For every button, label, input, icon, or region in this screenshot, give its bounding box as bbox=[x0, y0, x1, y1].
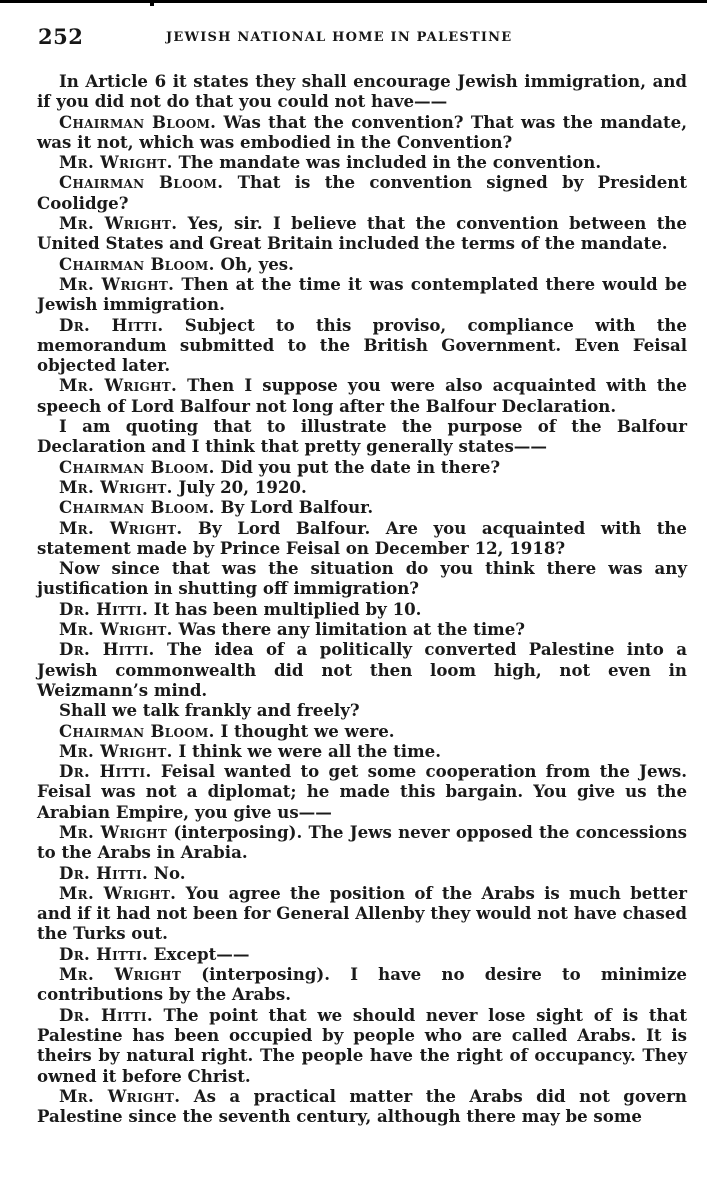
paragraph-text: I think we were all the time. bbox=[172, 740, 442, 761]
paragraph-text: In Article 6 it states they shall encourage Jewish immigration, and if you did not do that you could not have—— bbox=[37, 71, 687, 112]
paragraph bbox=[37, 1086, 687, 1127]
paragraph bbox=[37, 416, 687, 457]
speaker-name: Chairman Bloom. bbox=[59, 111, 217, 132]
paragraph bbox=[37, 375, 687, 416]
speaker-name: Mr. Wright bbox=[59, 821, 168, 842]
paragraph bbox=[37, 883, 687, 944]
paragraph-text: As a practical matter the Arabs did not govern Palestine since the seventh century, although there may be some bbox=[37, 1085, 687, 1127]
paragraph bbox=[37, 112, 687, 153]
paragraph bbox=[37, 315, 687, 376]
page-number: 252 bbox=[38, 24, 84, 49]
paragraph-text: Yes, sir. I believe that the convention between the United States and Great Britain included the terms of the mandate. bbox=[37, 213, 687, 254]
speaker-name: Dr. Hitti. bbox=[59, 598, 149, 619]
paragraph-text: Subject to this proviso, compliance with the memorandum submitted to the British Government. Even Feisal objected later. bbox=[37, 314, 687, 376]
paragraph bbox=[37, 152, 687, 172]
paragraph-text: Was there any limitation at the time? bbox=[172, 619, 525, 640]
paragraph bbox=[37, 599, 687, 619]
paragraph bbox=[37, 964, 687, 1005]
paragraph-text: Then at the time it was contemplated there would be Jewish immigration. bbox=[37, 273, 687, 315]
paragraph-text: Feisal wanted to get some cooperation from the Jews. Feisal was not a diplomat; he made this bargain. You give us the Arabian Empire, you give us—— bbox=[37, 761, 687, 822]
paragraph-text: The point that we should never lose sight of is that Palestine has been occupied by people who are called Arabs. It is theirs by natural right. The people have the right of occupancy. They owned it before Christ. bbox=[37, 1004, 687, 1086]
speaker-name: Mr. Wright. bbox=[59, 517, 183, 538]
paragraph-text: (interposing). I have no desire to minimize contributions by the Arabs. bbox=[37, 964, 687, 1005]
paragraph-text: Shall we talk frankly and freely? bbox=[59, 700, 360, 721]
speaker-name: Mr. Wright. bbox=[59, 476, 173, 497]
paragraph-text: You agree the position of the Arabs is much better and if it had not been for General Allenby they would not have chased the Turks out. bbox=[37, 882, 687, 944]
paragraph-text: I thought we were. bbox=[214, 720, 395, 741]
paragraph-text: It has been multiplied by 10. bbox=[148, 598, 422, 619]
paragraph-text: July 20, 1920. bbox=[172, 476, 307, 497]
speaker-name: Chairman Bloom. bbox=[59, 456, 215, 477]
speaker-name: Dr. Hitti. bbox=[59, 761, 152, 782]
paragraph-text: Except—— bbox=[148, 943, 250, 964]
paragraph bbox=[37, 518, 687, 559]
paragraph bbox=[37, 619, 687, 639]
speaker-name: Dr. Hitti. bbox=[59, 639, 155, 660]
paragraph-text: I am quoting that to illustrate the purpose of the Balfour Declaration and I think that pretty generally states—— bbox=[37, 416, 687, 457]
paragraph-text: The mandate was included in the convention. bbox=[172, 152, 602, 173]
paragraph-text: (interposing). The Jews never opposed the concessions to the Arabs in Arabia. bbox=[37, 821, 687, 863]
paragraph-text: No. bbox=[148, 862, 186, 883]
speaker-name: Mr. Wright. bbox=[59, 213, 178, 234]
paragraph-text: By Lord Balfour. Are you acquainted with the statement made by Prince Feisal on December 12, 1918? bbox=[37, 517, 687, 558]
speaker-name: Mr. Wright. bbox=[59, 740, 173, 761]
paragraph bbox=[37, 944, 687, 964]
speaker-name: Dr. Hitti. bbox=[59, 1004, 153, 1025]
paragraph bbox=[37, 457, 687, 477]
speaker-name: Chairman Bloom. bbox=[59, 172, 224, 193]
paragraph bbox=[37, 1005, 687, 1086]
paragraph-text: That is the convention signed by President Coolidge? bbox=[37, 172, 687, 213]
paragraph-text: Oh, yes. bbox=[214, 253, 294, 274]
top-rule-tick bbox=[150, 0, 154, 6]
speaker-name: Mr. Wright. bbox=[59, 619, 173, 640]
paragraph bbox=[37, 741, 687, 761]
paragraph bbox=[37, 558, 687, 599]
speaker-name: Mr. Wright. bbox=[59, 375, 178, 396]
speaker-name: Mr. Wright. bbox=[59, 882, 177, 903]
paragraph bbox=[37, 172, 687, 213]
paragraph-text: Was that the convention? That was the mandate, was it not, which was embodied in the Convention? bbox=[37, 111, 687, 152]
paragraph bbox=[37, 477, 687, 497]
speaker-name: Mr. Wright. bbox=[59, 152, 173, 173]
running-head: JEWISH NATIONAL HOME IN PALESTINE bbox=[166, 30, 513, 45]
paragraph bbox=[37, 497, 687, 517]
speaker-name: Mr. Wright. bbox=[59, 1085, 181, 1106]
paragraph bbox=[37, 700, 687, 720]
paragraph-text: By Lord Balfour. bbox=[214, 497, 374, 518]
transcript-body bbox=[37, 71, 687, 1126]
paragraph bbox=[37, 721, 687, 741]
speaker-name: Chairman Bloom. bbox=[59, 497, 215, 518]
paragraph-text: Now since that was the situation do you think there was any justification in shutting off immigration? bbox=[37, 558, 687, 599]
paragraph-text: Did you put the date in there? bbox=[214, 456, 501, 477]
paragraph bbox=[37, 639, 687, 700]
page-header bbox=[38, 24, 688, 54]
speaker-name: Chairman Bloom. bbox=[59, 253, 215, 274]
speaker-name: Dr. Hitti. bbox=[59, 943, 149, 964]
speaker-name: Mr. Wright. bbox=[59, 273, 175, 294]
paragraph-text: Then I suppose you were also acquainted with the speech of Lord Balfour not long after the Balfour Declaration. bbox=[37, 375, 687, 416]
paragraph-text: The idea of a politically converted Palestine into a Jewish commonwealth did not then loom high, not even in Weizmann’s mind. bbox=[37, 639, 688, 700]
top-rule bbox=[0, 0, 707, 3]
speaker-name: Dr. Hitti. bbox=[59, 862, 149, 883]
speaker-name: Chairman Bloom. bbox=[59, 720, 215, 741]
paragraph bbox=[37, 863, 687, 883]
speaker-name: Dr. Hitti. bbox=[59, 314, 164, 335]
paragraph bbox=[37, 274, 687, 315]
speaker-name: Mr. Wright bbox=[59, 964, 182, 985]
paragraph bbox=[37, 254, 687, 274]
paragraph bbox=[37, 213, 687, 254]
paragraph bbox=[37, 71, 687, 112]
paragraph bbox=[37, 822, 687, 863]
paragraph bbox=[37, 761, 687, 822]
